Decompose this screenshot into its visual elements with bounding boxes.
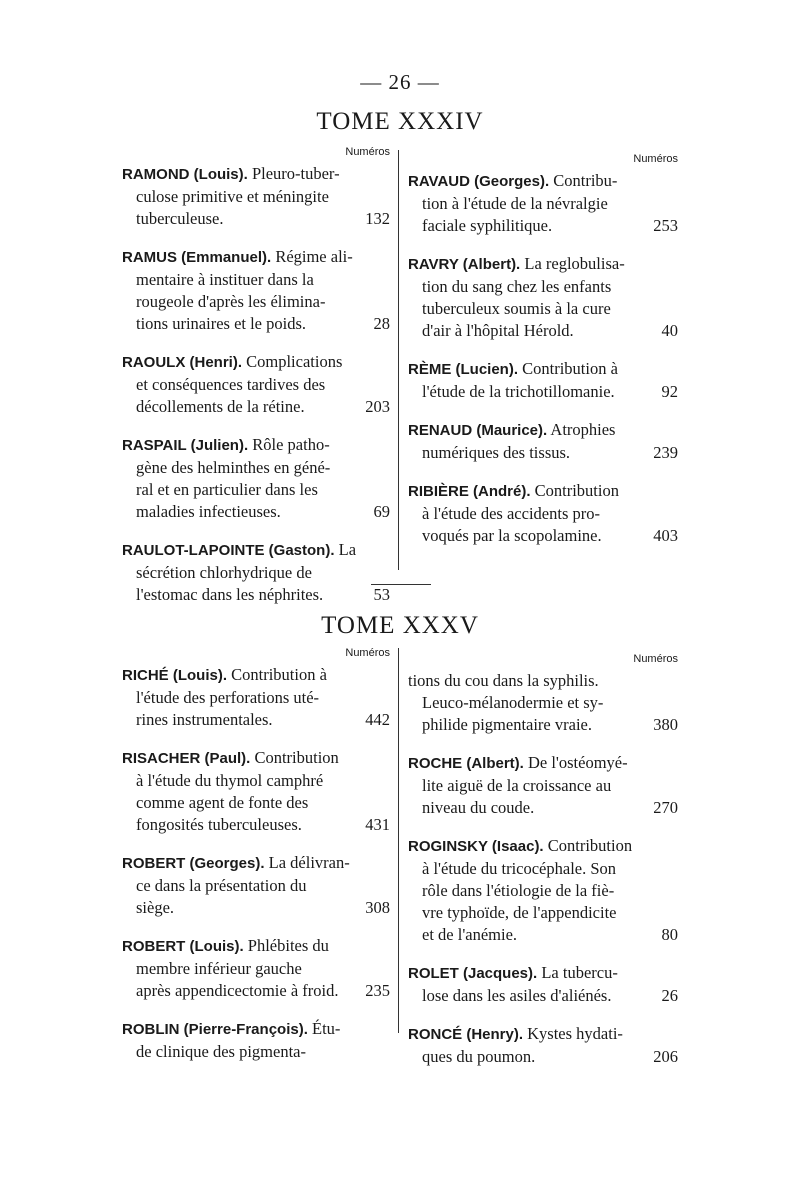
entry-first-line [122,163,390,186]
entry-title-line: rôle dans l'étiologie de la fiè- [422,881,615,900]
entry-title-text: tuberculeuse. [136,209,224,228]
entry-title-line: comme agent de fonte des [136,793,309,812]
index-entry [122,246,390,335]
entry-title-text: De l'ostéomyé- [523,753,628,772]
entry-last-line [122,396,390,418]
entry-title-line: l'étude des perforations uté- [136,688,320,707]
entry-first-line [122,1018,390,1041]
entry-thesis-number: 431 [365,815,390,834]
right-column [408,652,678,1084]
section-title-tome-xxxv: TOME XXXV [321,612,479,639]
entry-title-text: tions du cou dans la syphilis. [408,671,599,690]
entry-title-text: tions urinaires et le poids. [136,314,307,333]
entry-last-line [408,797,678,819]
entry-title-line: à l'étude du tricocéphale. Son [422,859,617,878]
entry-author-name: RAVRY (Albert). [408,256,521,273]
entry-thesis-number: 92 [661,382,678,401]
entry-title-text: philide pigmentaire vraie. [422,715,592,734]
entry-title-text: Étu- [307,1019,341,1038]
entry-first-line [122,351,390,374]
entry-thesis-number: 53 [373,585,390,604]
entry-thesis-number: 69 [373,502,390,521]
entry-last-line [408,381,678,403]
entry-last-line [408,525,678,547]
entry-thesis-number: 235 [365,981,390,1000]
entry-author-name: ROCHE (Albert). [408,755,524,772]
entry-last-line [122,980,390,1002]
entry-last-line [408,215,678,237]
numeros-label: Numéros [633,653,678,665]
entry-first-line [122,935,390,958]
numeros-label: Numéros [345,146,390,158]
entry-title-text: fongosités tuberculeuses. [136,815,302,834]
left-column [122,145,390,622]
entry-last-line [408,1046,678,1068]
entry-title-text: l'estomac dans les néphrites. [136,585,324,604]
entry-title-line: ce dans la présentation du [136,876,307,895]
entry-title-line: tion du sang chez les enfants [422,277,612,296]
entry-title-text: de clinique des pigmenta- [136,1042,306,1061]
entry-author-name: ROBERT (Georges). [122,855,265,872]
index-entry [122,434,390,523]
entry-author-name: RISACHER (Paul). [122,750,251,767]
entry-title-line: membre inférieur gauche [136,959,302,978]
section-title-tome-xxxiv: TOME XXXIV [316,108,484,135]
entry-author-name: ROBLIN (Pierre-François). [122,1021,308,1038]
entry-title-line: culose primitive et méningite [136,187,329,206]
entry-thesis-number: 380 [653,715,678,734]
index-entry [408,962,678,1007]
entry-title-text: Contribution [250,748,339,767]
entry-last-line [122,208,390,230]
entry-first-line [408,358,678,381]
index-entry [408,253,678,342]
column-divider [398,648,399,1033]
left-column [122,646,390,1079]
entry-title-text: Contribu- [549,171,618,190]
entry-last-line [408,924,678,946]
entry-author-name: ROGINSKY (Isaac). [408,838,544,855]
entry-first-line [408,835,678,858]
index-entry [408,752,678,819]
entry-author-name: RÈME (Lucien). [408,361,519,378]
entry-title-line: mentaire à instituer dans la [136,270,314,289]
entry-first-line [408,752,678,775]
entry-first-line [122,539,390,562]
entry-first-line [122,664,390,687]
entry-author-name: RASPAIL (Julien). [122,437,249,454]
entry-author-name: RAULOT-LAPOINTE (Gaston). [122,542,335,559]
index-entry [408,170,678,237]
entry-first-line [408,670,678,692]
entry-first-line [408,170,678,193]
entry-title-line: gène des helminthes en géné- [136,458,331,477]
entry-author-name: RAOULX (Henri). [122,354,242,371]
entry-title-text: La [334,540,357,559]
entry-thesis-number: 308 [365,898,390,917]
entry-title-text: Kystes hydati- [523,1024,623,1043]
index-entry [122,935,390,1002]
entry-title-line: vre typhoïde, de l'appendicite [422,903,617,922]
entry-first-line [408,253,678,276]
entry-title-text: voqués par la scopolamine. [422,526,602,545]
entry-last-line [122,1041,390,1063]
entry-title-line: tuberculeux soumis à la cure [422,299,611,318]
entry-first-line [408,1023,678,1046]
entry-author-name: RICHÉ (Louis). [122,667,227,684]
entry-title-text: siège. [136,898,175,917]
entry-last-line [408,985,678,1007]
entry-title-text: rines instrumentales. [136,710,273,729]
entry-title-text: ques du poumon. [422,1047,536,1066]
entry-title-text: Contribution [543,836,633,855]
index-entry [122,351,390,418]
page-number: — 26 — [360,70,440,94]
entry-first-line [122,852,390,875]
entry-last-line [122,501,390,523]
entry-title-text: La délivran- [264,853,350,872]
entry-thesis-number: 442 [365,710,390,729]
entry-title-text: Complications [242,352,343,371]
entry-title-text: faciale syphilitique. [422,216,553,235]
entry-last-line [122,814,390,836]
entry-first-line [408,962,678,985]
entry-author-name: ROLET (Jacques). [408,965,538,982]
entry-title-text: La reglobulisa- [520,254,625,273]
entry-thesis-number: 403 [653,526,678,545]
entry-author-name: RENAUD (Maurice). [408,422,548,439]
right-column [408,152,678,563]
entry-title-line: sécrétion chlorhydrique de [136,563,312,582]
entry-title-line: rougeole d'après les élimina- [136,292,326,311]
entry-title-line: ral et en particulier dans les [136,480,318,499]
entry-title-text: après appendicectomie à froid. [136,981,339,1000]
entry-title-line: tion à l'étude de la névralgie [422,194,608,213]
entry-title-text: Pleuro-tuber- [247,164,340,183]
entry-title-text: Contribution à [227,665,327,684]
entry-title-text: Atrophies [547,420,616,439]
numeros-label: Numéros [345,647,390,659]
index-entry [408,358,678,403]
entry-last-line [408,320,678,342]
entry-first-line [408,419,678,442]
entry-thesis-number: 203 [365,397,390,416]
entry-first-line [122,747,390,770]
entry-title-text: Rôle patho- [248,435,330,454]
entry-first-line [122,434,390,457]
entry-author-name: RIBIÈRE (André). [408,483,531,500]
index-entry [122,163,390,230]
entry-title-text: Régime ali- [271,247,353,266]
entry-title-line: et conséquences tardives des [136,375,326,394]
entry-first-line [408,480,678,503]
numeros-label: Numéros [633,153,678,165]
entry-author-name: RONCÉ (Henry). [408,1026,524,1043]
entry-thesis-number: 40 [661,321,678,340]
index-entry [122,852,390,919]
index-entry [122,747,390,836]
section-separator [371,584,431,585]
index-entry [408,835,678,946]
index-entry [408,480,678,547]
entry-last-line [122,584,390,606]
entry-first-line [122,246,390,269]
entry-title-line: Leuco-mélanodermie et sy- [422,693,604,712]
entry-title-text: Contribution [530,481,619,500]
entry-last-line [122,897,390,919]
entry-title-text: La tubercu- [537,963,618,982]
entry-thesis-number: 26 [661,986,678,1005]
entry-title-text: et de l'anémie. [422,925,518,944]
entry-title-text: Contribution à [518,359,618,378]
entry-thesis-number: 132 [365,209,390,228]
index-entry [408,1023,678,1068]
entry-thesis-number: 80 [661,925,678,944]
entry-title-text: lose dans les asiles d'aliénés. [422,986,612,1005]
entry-author-name: ROBERT (Louis). [122,938,244,955]
entry-title-text: maladies infectieuses. [136,502,281,521]
entry-title-text: l'étude de la trichotillomanie. [422,382,615,401]
entry-author-name: RAMUS (Emmanuel). [122,249,272,266]
entry-title-line: à l'étude du thymol camphré [136,771,324,790]
index-entry [122,664,390,731]
index-entry [408,670,678,736]
index-entry [122,539,390,606]
entry-last-line [408,442,678,464]
column-divider [398,150,399,570]
index-entry [408,419,678,464]
entry-last-line [408,714,678,736]
entry-last-line [122,313,390,335]
entry-last-line [122,709,390,731]
entry-title-line: lite aiguë de la croissance au [422,776,612,795]
entry-title-text: décollements de la rétine. [136,397,305,416]
entry-thesis-number: 206 [653,1047,678,1066]
index-entry [122,1018,390,1063]
entry-title-text: numériques des tissus. [422,443,571,462]
entry-title-text: d'air à l'hôpital Hérold. [422,321,574,340]
entry-thesis-number: 239 [653,443,678,462]
entry-thesis-number: 270 [653,798,678,817]
entry-thesis-number: 253 [653,216,678,235]
entry-title-line: à l'étude des accidents pro- [422,504,600,523]
entry-author-name: RAVAUD (Georges). [408,173,550,190]
entry-title-text: Phlébites du [243,936,329,955]
entry-title-text: niveau du coude. [422,798,535,817]
entry-thesis-number: 28 [373,314,390,333]
entry-author-name: RAMOND (Louis). [122,166,248,183]
